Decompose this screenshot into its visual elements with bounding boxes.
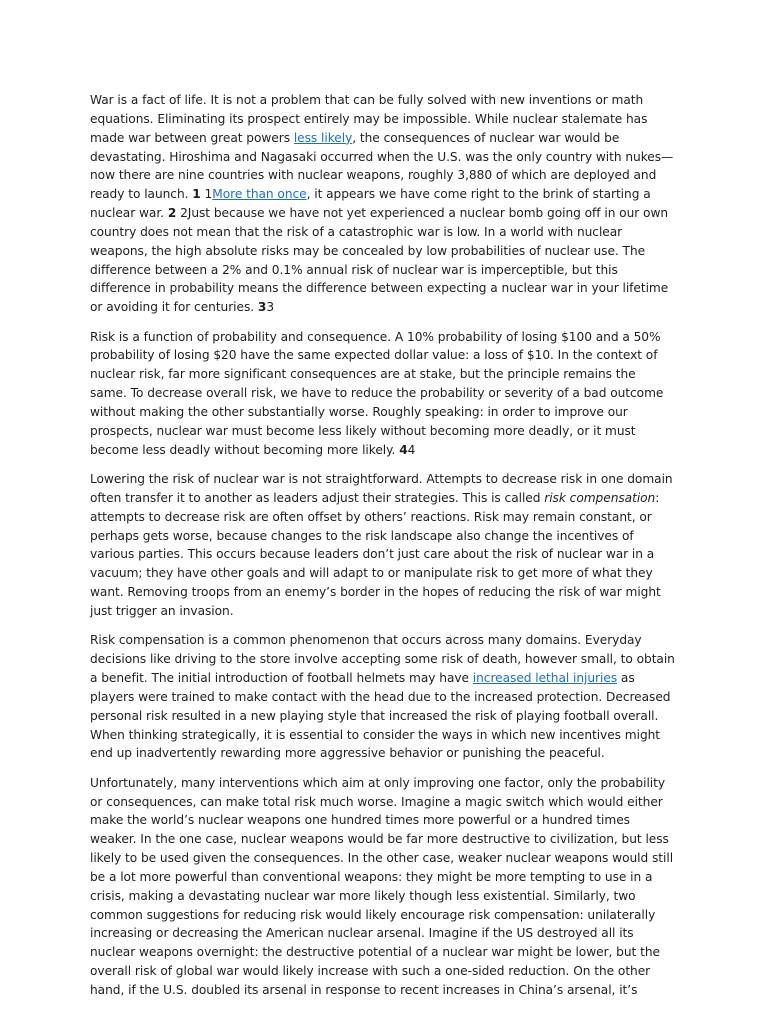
more-than-once-link[interactable]: More than once bbox=[212, 187, 307, 202]
article-body bbox=[90, 91, 676, 1010]
paragraph-3-text-b: : attempts to decrease risk are often offset by others’ reactions. Risk may remain constant, or perhaps gets worse, because changes to the risk landscape also change the incentives of various parties. This occurs because leaders don’t just care about the risk of nuclear war in a vacuum; they have other goals and will adapt to or manipulate risk to get more of what they want. Removing troops from an enemy’s border in the hopes of reducing the risk of war might just trigger an invasion. bbox=[90, 490, 661, 618]
footnote-marker-2[interactable]: 2 bbox=[167, 206, 177, 221]
footnote-1-text: 1 bbox=[200, 187, 213, 202]
paragraph-5 bbox=[90, 774, 676, 1000]
less-likely-link[interactable]: less likely bbox=[293, 130, 353, 145]
paragraph-3-text-a: Lowering the risk of nuclear war is not straightforward. Attempts to decrease risk in one domain often transfer it to another as leaders adjust their strategies. This is called bbox=[90, 472, 673, 505]
paragraph-1-text-a: War is a fact of life. It is not a problem that can be fully solved with new inventions or math equations. Eliminating its prospect entirely may be impossible. While nuclear stalemate has made war between great powers bbox=[90, 93, 648, 145]
footnote-marker-3[interactable]: 3 bbox=[257, 300, 267, 315]
paragraph-2 bbox=[90, 328, 676, 460]
paragraph-4-text-a: Risk compensation is a common phenomenon that occurs across many domains. Everyday decisions like driving to the store involve accepting some risk of death, however small, to obtain a benefit. The initial introduction of football helmets may have bbox=[90, 633, 675, 685]
paragraph-1-text-d: 2Just because we have not yet experienced a nuclear bomb going off in our own country does not mean that the risk of a catastrophic war is low. In a world with nuclear weapons, the high absolute risks may be concealed by low probabilities of nuclear use. The difference between a 2% and 0.1% annual risk of nuclear war is imperceptible, but this difference in probability means the difference between expecting a nuclear war in your lifetime or avoiding it for centuries. bbox=[90, 206, 669, 315]
paragraph-1-text-b: , the consequences of nuclear war would be devastating. Hiroshima and Nagasaki occurred when the U.S. was the only country with nukes—now there are nine countries with nuclear weapons, roughly 3,880 of which are deployed and ready to launch. bbox=[90, 130, 674, 202]
paragraph-4-text-b: as players were trained to make contact with the head due to the increased protection. Decreased personal risk resulted in a new playing style that increased the risk of playing football overall. When thinking strategically, it is essential to consider the ways in which new incentives might end up inadvertently rewarding more aggressive behavior or punishing the peaceful. bbox=[90, 670, 671, 761]
paragraph-4 bbox=[90, 631, 676, 763]
paragraph-2-text: Risk is a function of probability and consequence. A 10% probability of losing $100 and a 50% probability of losing $20 have the same expected dollar value: a loss of $10. In the context of nuclear risk, far more significant consequences are at stake, but the principle remains the same. To decrease overall risk, we have to reduce the probability or severity of a bad outcome without making the other substantially worse. Roughly speaking: in order to improve our prospects, nuclear war must become less likely without becoming more deadly, or it must become less deadly without becoming more likely. bbox=[90, 329, 664, 457]
paragraph-1 bbox=[90, 91, 676, 317]
increased-lethal-injuries-link[interactable]: increased lethal injuries bbox=[472, 670, 618, 685]
footnote-marker-4[interactable]: 4 bbox=[399, 442, 408, 457]
footnote-4-text: 4 bbox=[407, 442, 416, 457]
risk-compensation-term: risk compensation bbox=[544, 490, 656, 505]
paragraph-1-text-c: , it appears we have come right to the brink of starting a nuclear war. bbox=[90, 187, 651, 221]
paragraph-3 bbox=[90, 470, 676, 621]
footnote-3-text: 3 bbox=[266, 300, 275, 315]
footnote-marker-1[interactable]: 1 bbox=[192, 187, 201, 202]
paragraph-5-text: Unfortunately, many interventions which aim at only improving one factor, only the probability or consequences, can make total risk much worse. Imagine a magic switch which would either make the world’s nuclear weapons one hundred times more powerful or a hundred times weaker. In the one case, nuclear weapons would be far more destructive to civilization, but less likely to be used given the consequences. In the other case, weaker nuclear weapons would still be a lot more powerful than conventional weapons: they might be more tempting to use in a crisis, making a devastating nuclear war more likely though less existential. Similarly, two common suggestions for reducing risk would likely encourage risk compensation: unilaterally increasing or decreasing the American nuclear arsenal. Imagine if the US destroyed all its nuclear weapons overnight: the destructive potential of a nuclear war might be lower, but the overall risk of global war would likely increase with such a one-sided reduction. On the other hand, if the U.S. doubled its arsenal in response to recent increases in China’s arsenal, it’s bbox=[90, 775, 674, 997]
